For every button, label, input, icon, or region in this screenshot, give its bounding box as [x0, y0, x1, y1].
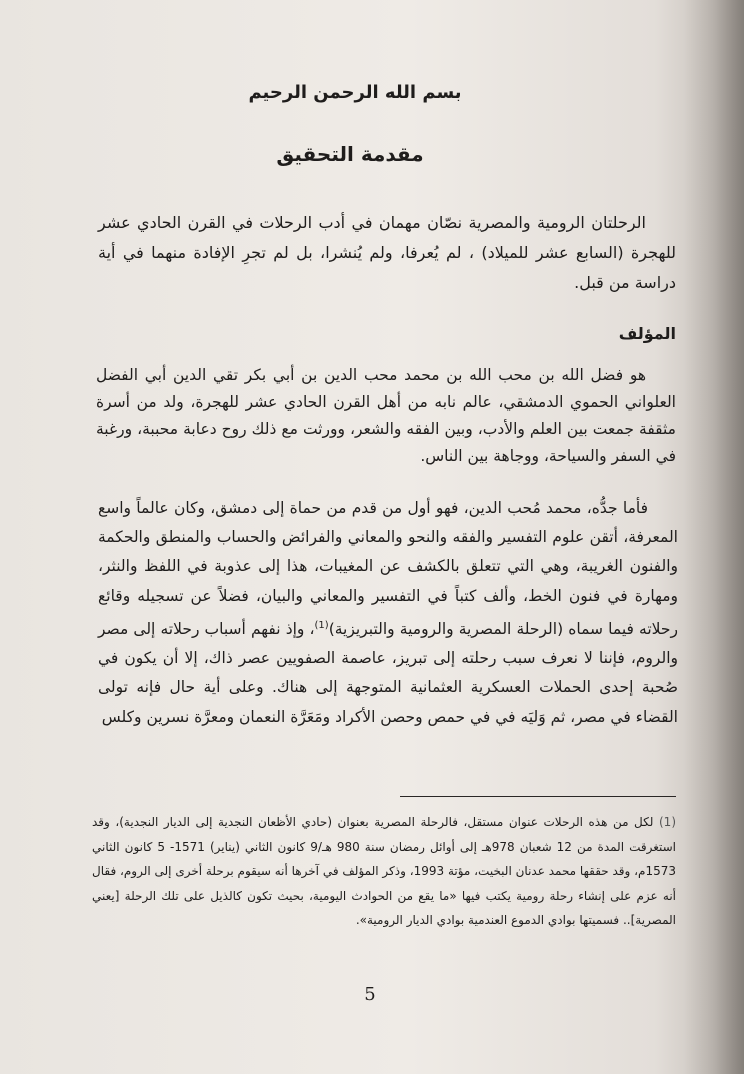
page-number: 5 — [364, 984, 376, 1005]
author-heading: المؤلف — [618, 324, 676, 343]
grandfather-text-part2: ، وإذ نفهم أسباب رحلاته إلى مصر والروم، فإننا لا نعرف سبب رحلته إلى تبريز، عاصمة الصفويين عصر ذاك، إلا أن يكون في صُحبة إحدى الحملات العسكرية العثمانية المتوجهة إلى هناك. وعلى أية حال فإنه تولى القضاء في مصر، ثم وَليَه في في حمص وحصن الأكراد ومَعَرَّة النعمان ومعرَّة نسرين وكلس — [98, 619, 678, 726]
grandfather-text-part1: فأما جدُّه، محمد مُحب الدين، فهو أول من قدم من حماة إلى دمشق، وكان عالماً واسع المعرفة، أتقن علوم التفسير والفقه والنحو والمعاني والفرائض والحساب والمنطق والحكمة والفنون الغريبة، وهي التي تتعلق بالكشف عن المغيبات، هذا إلى عذوبة في اللفظ والنثر، ومهارة في فنون الخط، وألف كتباً في التفسير والمعاني والبيان، فضلاً عن تسجيله وقائع رحلاته فيما سماه (الرحلة المصرية والرومية والتبريزية) — [98, 499, 678, 638]
grandfather-text — [98, 494, 678, 732]
footnote-divider — [400, 796, 676, 797]
grandfather-paragraph — [98, 494, 678, 732]
footnote-text — [92, 810, 676, 933]
basmala-heading: بسم الله الرحمن الرحيم — [248, 82, 462, 103]
author-text: هو فضل الله بن محب الله بن محمد محب الدين بن أبي بكر تقي الدين أبي الفضل العلواني الحموي الدمشقي، عالم نابه من أهل القرن الحادي عشر للهجرة، ولد من أسرة مثقفة جمعت بين العلم والأدب، وبين الفقه والشعر، وورثت مع ذلك روح دعابة محببة، ورغبة في السفر والسياحة، ووجاهة بين الناس. — [96, 366, 676, 465]
spine-shadow — [684, 0, 744, 1074]
footnote-body: لكل من هذه الرحلات عنوان مستقل، فالرحلة المصرية بعنوان (حادي الأظعان النجدية إلى الديار النجدية)، وقد استغرقت المدة من 12 شعبان 978هـ إلى أوائل رمضان سنة 980 هـ/9 كانون الثاني (يناير) 1571- 5 كانون الثاني 1573م، وقد حققها محمد عدنان البخيت، مؤتة 1993، وذكر المؤلف في آخرها أنه سيقوم برحلة أخرى إلى الروم، فقال أنه عزم على إنشاء رحلة رومية يكتب فيها «ما يقع من الحوادث اليومية، بحيث تكون كالذيل على تلك الرحلة [يعني المصرية].. فسميتها بوادي الدموع العندمية بوادي الديار الرومية». — [92, 815, 677, 928]
author-paragraph — [96, 362, 676, 470]
footnote-number: (1) — [658, 815, 676, 829]
intro-paragraph — [98, 208, 676, 298]
intro-text: الرحلتان الرومية والمصرية نصّان مهمان في أدب الرحلات في القرن الحادي عشر للهجرة (السابع عشر للميلاد) ، لم يُعرفا، ولم يُنشرا، بل لم تجرِ الإفادة منهما في أية دراسة من قبل. — [98, 213, 676, 292]
footnote-marker[interactable]: (1) — [314, 619, 329, 631]
section-title: مقدمة التحقيق — [276, 142, 424, 166]
footnote — [92, 810, 676, 933]
